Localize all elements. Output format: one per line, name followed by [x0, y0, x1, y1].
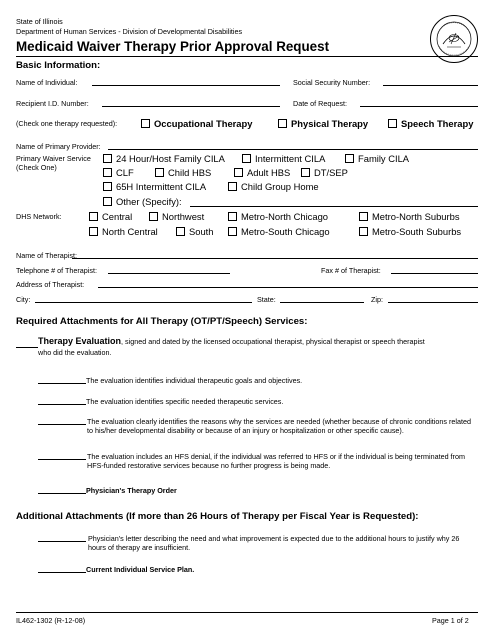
waiver-option-adult-hbs[interactable]	[234, 167, 290, 179]
footer-rule	[16, 612, 478, 613]
therapist-fax-label: Fax # of Therapist:	[321, 266, 381, 275]
item-services-text: The evaluation identifies specific needed therapeutic services.	[86, 397, 284, 406]
option-label: 65H Intermittent CILA	[116, 181, 207, 192]
item-service-plan-blank[interactable]	[38, 572, 86, 573]
checkbox[interactable]	[103, 197, 112, 206]
option-label: 24 Hour/Host Family CILA	[116, 153, 225, 164]
checkbox[interactable]	[228, 227, 237, 236]
checkbox[interactable]	[149, 212, 158, 221]
other-specify-field[interactable]	[190, 206, 478, 207]
individual-name-field[interactable]	[92, 85, 280, 86]
therapist-phone-field[interactable]	[108, 273, 230, 274]
waiver-option-other[interactable]	[103, 196, 182, 208]
item-hfs-denial-text: The evaluation includes an HFS denial, if the individual was referred to HFS or if the individual is being terminated from HFS-funded restorative services because no further progress is being made.	[87, 452, 465, 471]
zip-label: Zip:	[371, 295, 383, 304]
therapist-name-field[interactable]	[72, 258, 478, 259]
waiver-option-family-cila[interactable]	[345, 153, 409, 165]
checkbox[interactable]	[89, 212, 98, 221]
primary-provider-label: Name of Primary Provider:	[16, 142, 101, 151]
recipient-id-field[interactable]	[102, 106, 280, 107]
waiver-option-65h-cila[interactable]	[103, 181, 206, 193]
item-hfs-denial-blank[interactable]	[38, 459, 86, 460]
required-attachments-heading: Required Attachments for All Therapy (OT/PT/Speech) Services:	[16, 316, 308, 327]
network-option-north-central[interactable]	[89, 226, 158, 238]
checkbox[interactable]	[103, 154, 112, 163]
additional-attachments-heading: Additional Attachments (If more than 26 Hours of Therapy per Fiscal Year is Requested):	[16, 511, 419, 522]
form-id: IL462-1302 (R-12-08)	[16, 616, 86, 625]
therapy-evaluation-title: Therapy Evaluation	[38, 336, 122, 346]
option-label: CLF	[116, 167, 134, 178]
option-label: Metro-South Chicago	[241, 226, 330, 237]
checkbox[interactable]	[228, 182, 237, 191]
option-label: North Central	[102, 226, 158, 237]
waiver-option-24hr-cila[interactable]	[103, 153, 225, 165]
therapist-name-label: Name of Therapist:	[16, 251, 77, 260]
basic-info-heading: Basic Information:	[16, 60, 101, 71]
therapy-option-speech[interactable]	[388, 118, 473, 130]
option-label: Physical Therapy	[291, 118, 369, 129]
checkbox[interactable]	[242, 154, 251, 163]
item-physician-letter-text: Physician's letter describing the need and what improvement is expected due to the additional hours to justify why 26 hours of therapy are insufficient.	[88, 534, 460, 553]
waiver-option-clf[interactable]	[103, 167, 134, 179]
option-label: Family CILA	[358, 153, 410, 164]
item-goals-blank[interactable]	[38, 383, 86, 384]
checkbox[interactable]	[359, 212, 368, 221]
item-reasons-text: The evaluation clearly identifies the reasons why the services are needed (whether because of chronic conditions related to his/her developmental disability or because of an injury or hospitalization or other specific cause).	[87, 417, 471, 436]
item-service-plan-text: Current Individual Service Plan.	[86, 565, 195, 574]
therapy-evaluation-desc-2: who did the evaluation.	[38, 348, 112, 357]
checkbox[interactable]	[301, 168, 310, 177]
checkbox[interactable]	[234, 168, 243, 177]
city-field[interactable]	[35, 302, 252, 303]
checkbox[interactable]	[345, 154, 354, 163]
checkbox-speech[interactable]	[388, 119, 397, 128]
option-label: Metro-North Chicago	[241, 211, 329, 222]
city-label: City:	[16, 295, 31, 304]
checkbox[interactable]	[155, 168, 164, 177]
option-label: Child HBS	[168, 167, 212, 178]
waiver-service-sublabel: (Check One)	[16, 163, 57, 172]
waiver-option-dt-sep[interactable]	[301, 167, 348, 179]
checkbox[interactable]	[359, 227, 368, 236]
option-label: South	[189, 226, 214, 237]
check-one-label: (Check one therapy requested):	[16, 119, 118, 128]
item-services-blank[interactable]	[38, 404, 86, 405]
individual-name-label: Name of Individual:	[16, 78, 78, 87]
option-label: Speech Therapy	[401, 118, 474, 129]
option-label: Metro-North Suburbs	[372, 211, 460, 222]
eval-check-blank[interactable]	[16, 347, 38, 348]
network-option-metro-north-suburbs[interactable]	[359, 211, 460, 223]
checkbox[interactable]	[228, 212, 237, 221]
ssn-field[interactable]	[383, 85, 478, 86]
checkbox[interactable]	[176, 227, 185, 236]
department-name: Department of Human Services - Division of Developmental Disabilities	[16, 27, 243, 36]
state-label: State:	[257, 295, 276, 304]
checkbox-pt[interactable]	[278, 119, 287, 128]
item-goals-text: The evaluation identifies individual therapeutic goals and objectives.	[86, 376, 303, 385]
checkbox[interactable]	[103, 182, 112, 191]
ssn-label: Social Security Number:	[293, 78, 371, 87]
recipient-id-label: Recipient I.D. Number:	[16, 99, 89, 108]
item-therapy-order-blank[interactable]	[38, 493, 86, 494]
page-number: Page 1 of 2	[432, 616, 469, 625]
option-label: DT/SEP	[314, 167, 348, 178]
zip-field[interactable]	[388, 302, 478, 303]
therapy-evaluation-desc: , signed and dated by the licensed occupational therapist, physical therapist or speech therapist	[121, 337, 425, 346]
network-option-northwest[interactable]	[149, 211, 204, 223]
network-option-central[interactable]	[89, 211, 132, 223]
item-physician-letter-blank[interactable]	[38, 541, 86, 542]
primary-provider-field[interactable]	[108, 149, 478, 150]
option-label: Other (Specify):	[116, 196, 182, 207]
request-date-label: Date of Request:	[293, 99, 347, 108]
option-label: Metro-South Suburbs	[372, 226, 462, 237]
network-option-metro-south-suburbs[interactable]	[359, 226, 461, 238]
therapist-address-label: Address of Therapist:	[16, 280, 85, 289]
item-reasons-blank[interactable]	[38, 424, 86, 425]
therapist-address-field[interactable]	[98, 287, 478, 288]
item-therapy-order-text: Physician's Therapy Order	[86, 486, 177, 495]
checkbox[interactable]	[89, 227, 98, 236]
option-label: Adult HBS	[247, 167, 291, 178]
state-name: State of Illinois	[16, 17, 63, 26]
network-option-metro-south-chicago[interactable]	[228, 226, 330, 238]
state-field[interactable]	[280, 302, 364, 303]
checkbox[interactable]	[103, 168, 112, 177]
therapist-phone-label: Telephone # of Therapist:	[16, 266, 97, 275]
dhs-network-label: DHS Network:	[16, 212, 62, 221]
waiver-option-child-hbs[interactable]	[155, 167, 211, 179]
option-label: Central	[102, 211, 133, 222]
waiver-option-child-group-home[interactable]	[228, 181, 319, 193]
page-title: Medicaid Waiver Therapy Prior Approval Request	[16, 39, 330, 54]
network-option-metro-north-chicago[interactable]	[228, 211, 328, 223]
option-label: Occupational Therapy	[154, 118, 253, 129]
option-label: Intermittent CILA	[255, 153, 326, 164]
checkbox-ot[interactable]	[141, 119, 150, 128]
waiver-option-intermittent-cila[interactable]	[242, 153, 325, 165]
network-option-south[interactable]	[176, 226, 214, 238]
therapy-evaluation-item	[38, 337, 478, 347]
therapist-fax-field[interactable]	[391, 273, 478, 274]
request-date-field[interactable]	[360, 106, 478, 107]
option-label: Northwest	[162, 211, 205, 222]
option-label: Child Group Home	[241, 181, 319, 192]
therapy-option-pt[interactable]	[278, 118, 368, 130]
waiver-service-label: Primary Waiver Service	[16, 154, 91, 163]
therapy-option-ot[interactable]	[141, 118, 252, 130]
title-rule	[16, 56, 478, 57]
